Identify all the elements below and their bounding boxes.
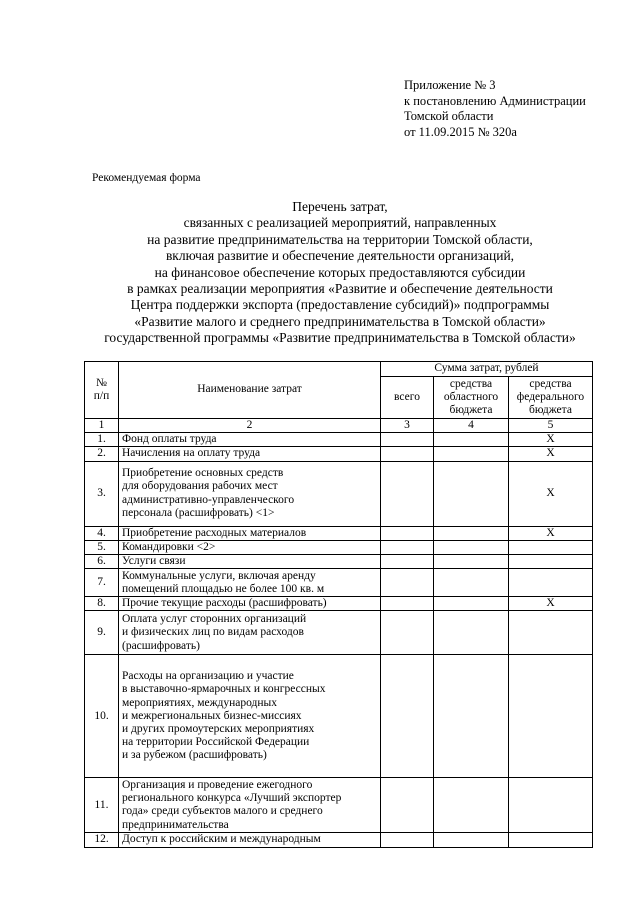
numbering-cell: 2 [119,419,381,433]
row-name: Коммунальные услуги, включая аренду помещений площадью не более 100 кв. м [119,569,381,597]
appendix-region: Томской области [404,109,494,123]
numbering-cell: 4 [434,419,509,433]
row-federal: X [509,461,593,526]
header-total: всего [381,377,434,419]
row-name: Прочие текущие расходы (расшифровать) [119,597,381,611]
row-name: Командировки <2> [119,540,381,554]
row-total [381,778,434,833]
row-regional [434,540,509,554]
table-row [85,540,593,554]
row-number: 7. [85,569,119,597]
row-total [381,461,434,526]
row-total [381,447,434,461]
row-name: Доступ к российским и международным [119,833,381,847]
row-federal: X [509,526,593,540]
row-total [381,526,434,540]
header-sum: Сумма затрат, рублей [381,362,593,377]
row-federal: X [509,597,593,611]
title-line: в рамках реализации мероприятия «Развитие и обеспечение деятельности [127,281,553,297]
row-federal: X [509,433,593,447]
title-line: связанных с реализацией мероприятий, направленных [183,215,497,231]
table-row [85,833,593,847]
table-row [85,655,593,778]
row-number: 6. [85,555,119,569]
row-federal [509,655,593,778]
row-number: 1. [85,433,119,447]
numbering-cell: 1 [85,419,119,433]
title-line: государственной программы «Развитие предпринимательства в Томской области» [104,330,576,346]
numbering-cell: 5 [509,419,593,433]
row-federal [509,555,593,569]
row-total [381,569,434,597]
row-number: 4. [85,526,119,540]
title-line: Центра поддержки экспорта (предоставление субсидий)» подпрограммы [130,297,550,313]
title-line: Перечень затрат, [292,199,388,214]
title-line: «Развитие малого и среднего предпринимательства в Томской области» [134,313,546,329]
row-regional [434,833,509,847]
row-federal [509,569,593,597]
row-number: 12. [85,833,119,847]
table-row [85,461,593,526]
costs-table [84,361,593,848]
row-number: 9. [85,611,119,655]
row-federal [509,540,593,554]
row-regional [434,433,509,447]
table-row [85,526,593,540]
table-row [85,447,593,461]
header-regional: средства областного бюджета [434,377,509,419]
row-federal: X [509,447,593,461]
numbering-cell: 3 [381,419,434,433]
table-row [85,569,593,597]
table-row [85,555,593,569]
row-name: Фонд оплаты труда [119,433,381,447]
row-total [381,540,434,554]
table-row [85,433,593,447]
title-line: на финансовое обеспечение которых предоставляются субсидии [154,264,526,280]
row-number: 2. [85,447,119,461]
row-regional [434,655,509,778]
header-name: Наименование затрат [119,362,381,419]
row-number: 8. [85,597,119,611]
title-line: включая развитие и обеспечение деятельности организаций, [165,248,515,264]
row-regional [434,526,509,540]
appendix-date: от 11.09.2015 № 320а [404,124,517,139]
row-name: Услуги связи [119,555,381,569]
row-name: Расходы на организацию и участие в выставочно-ярмарочных и конгрессных мероприятиях, международных и межрегиональных бизнес-миссиях и других промоутерских мероприятиях на территории Российской Федерации и за рубежом (расшифровать) [119,655,381,778]
row-name: Приобретение расходных материалов [119,526,381,540]
appendix-number: Приложение № 3 [404,78,496,92]
table-row [85,597,593,611]
header-federal: средства федерального бюджета [509,377,593,419]
row-number: 3. [85,461,119,526]
row-total [381,833,434,847]
row-federal [509,778,593,833]
row-regional [434,611,509,655]
recommended-form-label: Рекомендуемая форма [92,172,201,184]
row-regional [434,597,509,611]
row-total [381,655,434,778]
appendix-block [404,78,586,140]
row-regional [434,555,509,569]
header-row [85,362,593,377]
row-federal [509,833,593,847]
row-total [381,433,434,447]
row-federal [509,611,593,655]
document-title [60,199,620,347]
row-number: 11. [85,778,119,833]
appendix-resolution: к постановлению Администрации [404,93,586,108]
row-number: 10. [85,655,119,778]
row-regional [434,778,509,833]
row-name: Оплата услуг сторонних организаций и физических лиц по видам расходов (расшифровать) [119,611,381,655]
row-number: 5. [85,540,119,554]
row-name: Организация и проведение ежегодного регионального конкурса «Лучший экспортер года» среди субъектов малого и среднего предпринимательства [119,778,381,833]
row-total [381,555,434,569]
header-num: № п/п [85,362,119,419]
row-regional [434,461,509,526]
row-regional [434,569,509,597]
table-row [85,778,593,833]
table-row [85,611,593,655]
row-total [381,611,434,655]
row-name: Приобретение основных средств для оборудования рабочих мест административно-управленческого персонала (расшифровать) <1> [119,461,381,526]
row-regional [434,447,509,461]
row-name: Начисления на оплату труда [119,447,381,461]
title-line: на развитие предпринимательства на территории Томской области, [147,231,533,247]
numbering-row [85,419,593,433]
row-total [381,597,434,611]
